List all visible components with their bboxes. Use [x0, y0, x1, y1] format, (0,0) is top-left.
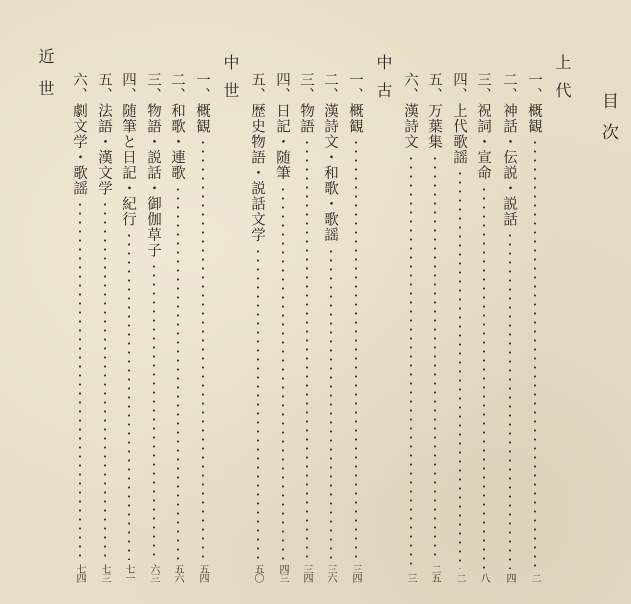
dot-leader — [306, 138, 308, 560]
toc-entry[interactable] — [118, 72, 139, 582]
dot-leader — [459, 169, 461, 569]
entry-label: 六、劇文学・歌謡 — [71, 72, 87, 196]
toc-entry[interactable] — [473, 72, 494, 582]
entry-label: 三、物語・説話・御伽草子 — [145, 72, 161, 258]
entry-page-number: 二 — [454, 573, 465, 582]
entry-label: 六、漢詩文 — [402, 72, 418, 150]
entry-label: 五、万葉集 — [426, 72, 442, 150]
entry-page-number: 三六 — [325, 564, 336, 582]
entry-page-number: 七一 — [123, 564, 134, 582]
entry-page-number: 六三 — [148, 564, 159, 582]
dot-leader — [355, 138, 357, 560]
entry-label: 二、和歌・連歌 — [169, 72, 185, 181]
dot-leader — [202, 138, 204, 560]
toc-entry[interactable] — [272, 72, 293, 582]
entry-label: 二、漢詩文・和歌・歌謡 — [322, 72, 338, 243]
toc-entry[interactable] — [167, 72, 188, 582]
toc-entry[interactable] — [499, 72, 520, 582]
entry-page-number: 五六 — [172, 564, 183, 582]
toc-entry[interactable] — [424, 72, 445, 582]
toc-entry[interactable] — [247, 72, 268, 582]
entry-label: 三、物語 — [298, 72, 314, 134]
toc-entry[interactable] — [345, 72, 366, 582]
entry-page-number: 二五 — [429, 564, 440, 582]
entry-page-number: 三四 — [301, 564, 312, 582]
toc-entry[interactable] — [400, 72, 421, 582]
dot-leader — [410, 154, 412, 570]
dot-leader — [282, 185, 284, 561]
entry-label: 五、法語・漢文学 — [96, 72, 112, 196]
dot-leader — [330, 247, 332, 561]
entry-page-number: 八 — [478, 573, 489, 582]
dot-leader — [509, 231, 511, 569]
entry-page-number: 七三 — [99, 564, 110, 582]
toc-title: 目次 — [598, 92, 618, 154]
entry-label: 一、概観 — [347, 72, 363, 134]
dot-leader — [128, 231, 130, 560]
entry-page-number: 四三 — [277, 564, 288, 582]
entry-label: 一、概観 — [526, 72, 542, 134]
entry-label: 四、随筆と日記・紀行 — [120, 72, 136, 227]
dot-leader — [483, 185, 485, 570]
toc-entry[interactable] — [94, 72, 115, 582]
toc-entry[interactable] — [320, 72, 341, 582]
toc-entry[interactable] — [296, 72, 317, 582]
section-heading-chusei: 中世 — [221, 54, 240, 110]
entry-page-number: 五〇 — [252, 564, 263, 582]
entry-label: 四、上代歌謡 — [451, 72, 467, 165]
dot-leader — [534, 138, 536, 569]
dot-leader — [177, 185, 179, 561]
entry-page-number: 七四 — [74, 564, 85, 582]
dot-leader — [434, 154, 436, 561]
entry-label: 二、神話・伝説・説話 — [501, 72, 517, 227]
toc-entry[interactable] — [524, 72, 545, 582]
section-heading-chuko: 中古 — [374, 54, 393, 110]
entry-label: 一、概観 — [194, 72, 210, 134]
toc-entry[interactable] — [143, 72, 164, 582]
dot-leader — [257, 247, 259, 561]
entry-page-number: 四 — [504, 573, 515, 582]
toc-entry[interactable] — [449, 72, 470, 582]
dot-leader — [79, 200, 81, 560]
entry-label: 四、日記・随筆 — [274, 72, 290, 181]
section-heading-jodai: 上代 — [553, 54, 572, 110]
section-heading-kinsei: 近世 — [36, 48, 55, 112]
entry-page-number: 五四 — [197, 564, 208, 582]
toc-entry[interactable] — [69, 72, 90, 582]
entry-label: 五、歴史物語・説話文学 — [249, 72, 265, 243]
dot-leader — [153, 262, 155, 560]
entry-page-number: 三四 — [350, 564, 361, 582]
dot-leader — [104, 200, 106, 560]
entry-label: 三、祝詞・宣命 — [475, 72, 491, 181]
entry-page-number: 三 — [405, 573, 416, 582]
entry-page-number: 二 — [529, 573, 540, 582]
toc-entry[interactable] — [192, 72, 213, 582]
